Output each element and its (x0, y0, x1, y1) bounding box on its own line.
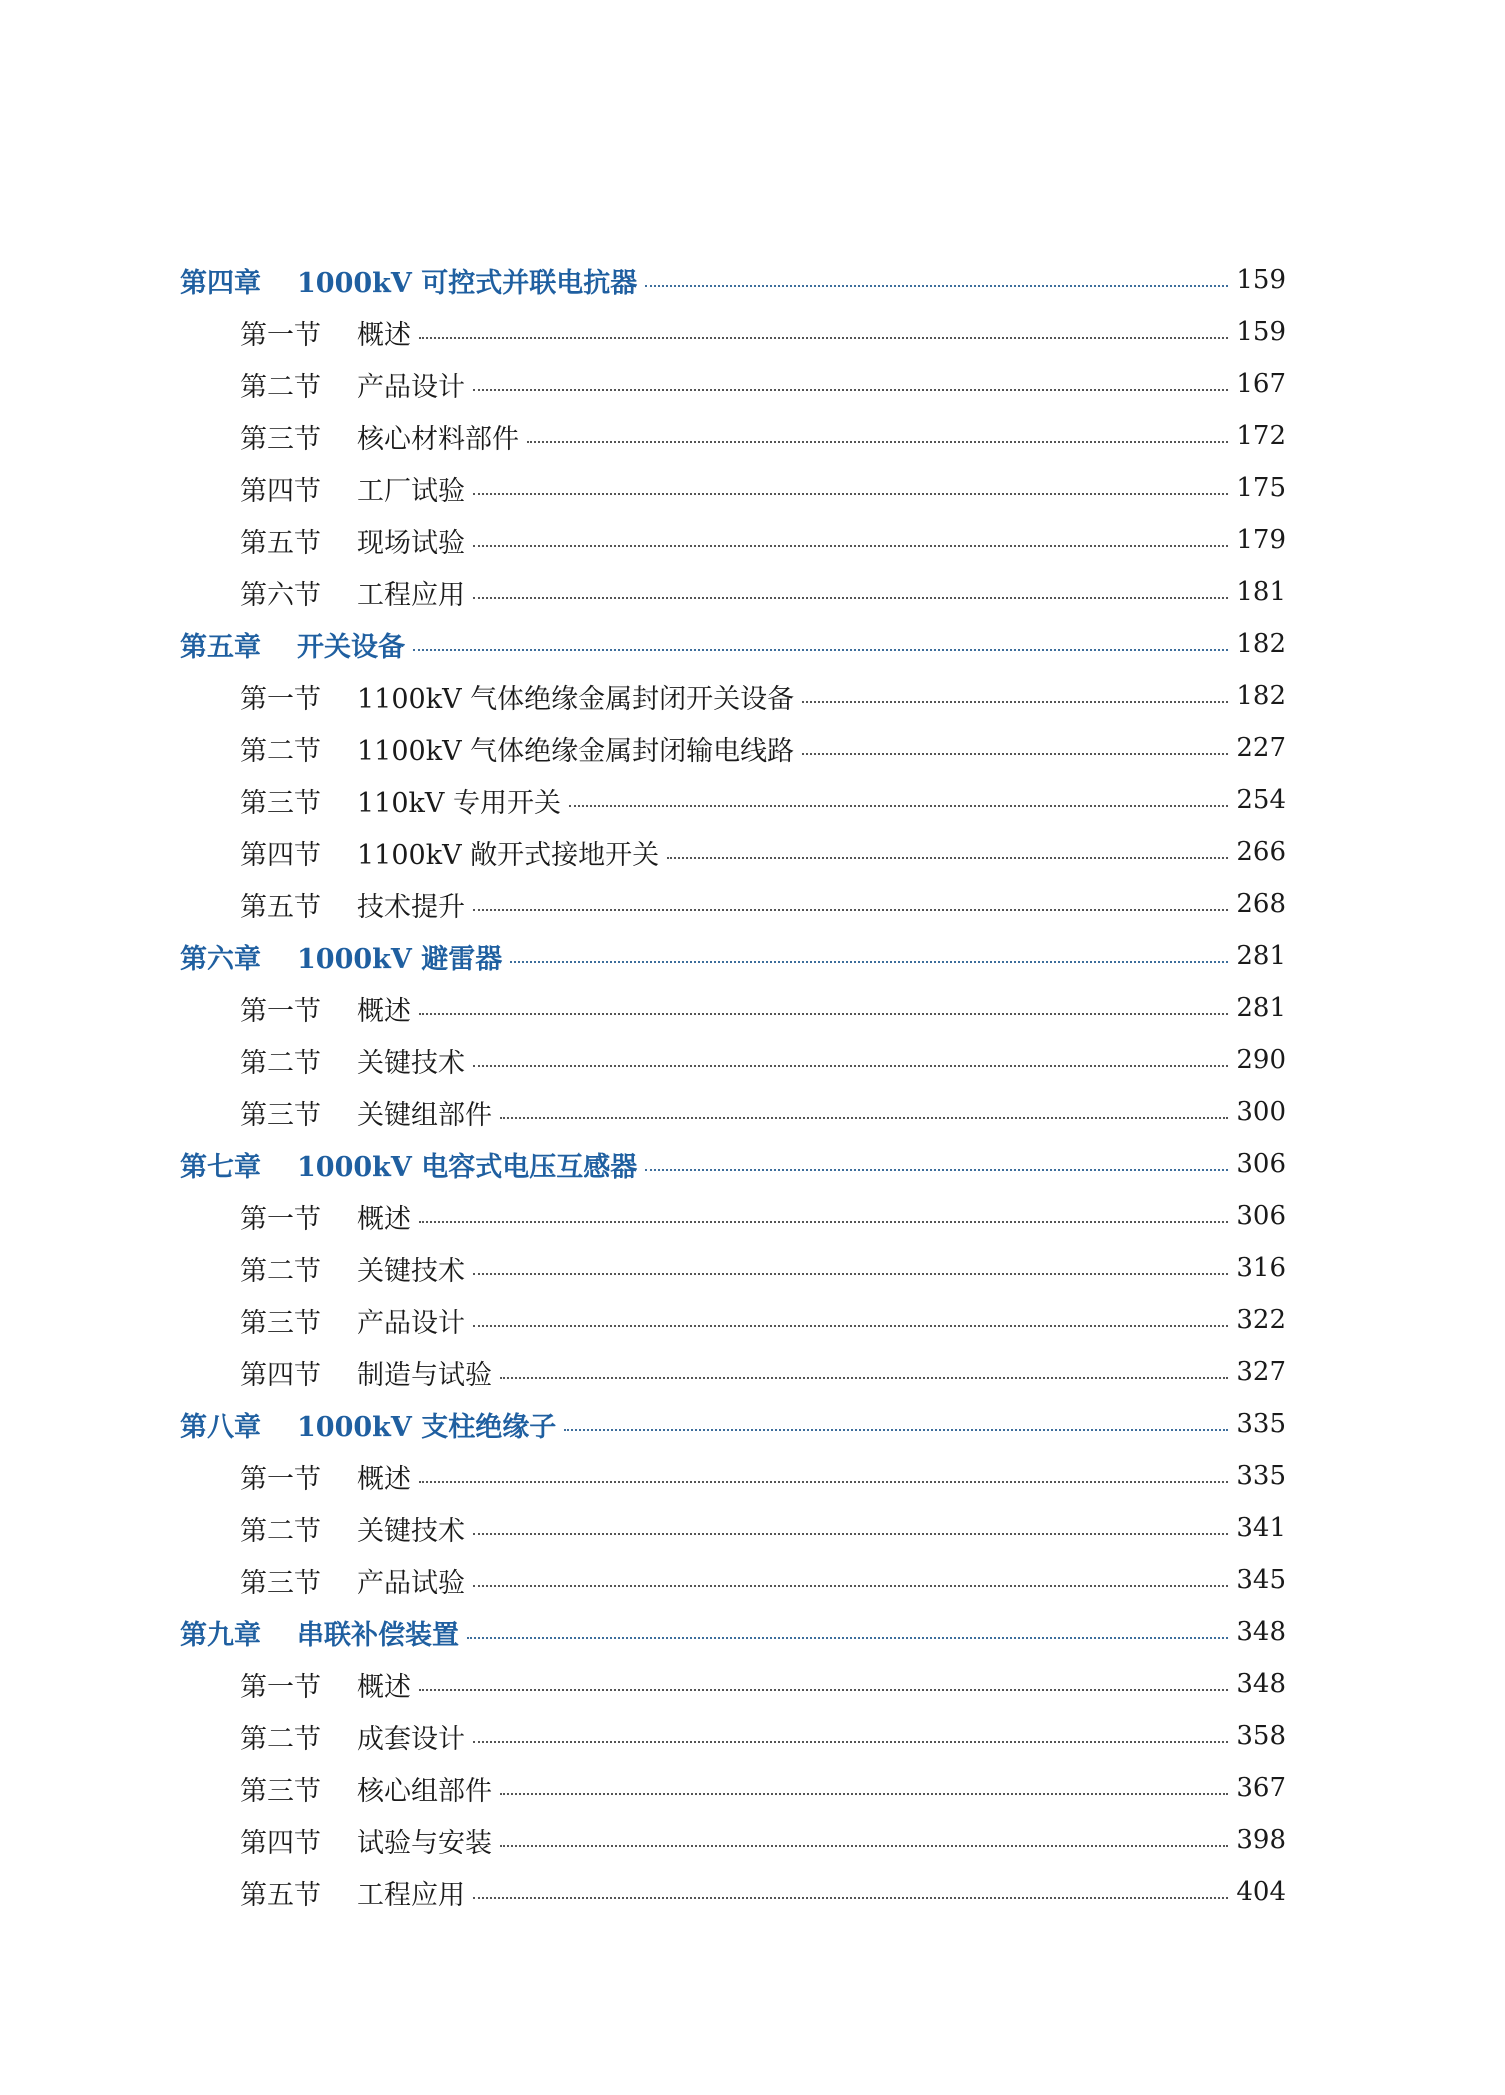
section-title: 核心组部件 (357, 1775, 492, 1807)
page-number: 322 (1236, 1305, 1286, 1335)
section-title: 1100kV 气体绝缘金属封闭输电线路 (357, 735, 795, 767)
section-title: 成套设计 (357, 1723, 465, 1755)
page-number: 159 (1236, 265, 1286, 295)
section-number: 第三节 (240, 787, 321, 819)
section-title: 工厂试验 (357, 475, 465, 507)
dot-leader (419, 1201, 1228, 1223)
dot-leader (473, 1877, 1228, 1899)
section-title: 产品设计 (357, 1307, 465, 1339)
section-number: 第五节 (240, 891, 321, 923)
dot-leader (500, 1097, 1228, 1119)
page-number: 300 (1236, 1097, 1286, 1127)
page-number: 367 (1236, 1773, 1286, 1803)
section-number: 第四节 (240, 475, 321, 507)
toc-section-entry[interactable] (180, 1814, 1286, 1866)
section-number: 第二节 (240, 371, 321, 403)
section-title: 关键技术 (357, 1515, 465, 1547)
toc-section-entry[interactable] (180, 358, 1286, 410)
section-title: 关键组部件 (357, 1099, 492, 1131)
section-title: 1100kV 气体绝缘金属封闭开关设备 (357, 683, 795, 715)
toc-section-entry[interactable] (180, 1502, 1286, 1554)
toc-section-entry[interactable] (180, 722, 1286, 774)
section-title: 产品设计 (357, 371, 465, 403)
page-number: 348 (1236, 1669, 1286, 1699)
dot-leader (802, 733, 1228, 755)
section-title: 概述 (357, 1671, 411, 1703)
section-number: 第三节 (240, 1567, 321, 1599)
toc-section-entry[interactable] (180, 566, 1286, 618)
toc-section-entry[interactable] (180, 1762, 1286, 1814)
section-number: 第二节 (240, 1723, 321, 1755)
page-number: 341 (1236, 1513, 1286, 1543)
toc-chapter-entry[interactable] (180, 1138, 1286, 1190)
page-number: 254 (1236, 785, 1286, 815)
dot-leader (500, 1357, 1228, 1379)
section-number: 第一节 (240, 1463, 321, 1495)
section-number: 第一节 (240, 683, 321, 715)
page-number: 175 (1236, 473, 1286, 503)
chapter-number: 第七章 (180, 1151, 261, 1183)
section-title: 概述 (357, 1463, 411, 1495)
toc-section-entry[interactable] (180, 1242, 1286, 1294)
section-title: 制造与试验 (357, 1359, 492, 1391)
section-title: 现场试验 (357, 527, 465, 559)
section-number: 第五节 (240, 527, 321, 559)
page-number: 227 (1236, 733, 1286, 763)
toc-section-entry[interactable] (180, 774, 1286, 826)
toc-section-entry[interactable] (180, 1450, 1286, 1502)
section-number: 第二节 (240, 735, 321, 767)
dot-leader (527, 421, 1228, 443)
dot-leader (473, 525, 1228, 547)
toc-chapter-entry[interactable] (180, 1398, 1286, 1450)
dot-leader (473, 1513, 1228, 1535)
section-number: 第一节 (240, 995, 321, 1027)
chapter-title: 1000kV 避雷器 (297, 943, 503, 975)
page-number: 358 (1236, 1721, 1286, 1751)
toc-section-entry[interactable] (180, 462, 1286, 514)
dot-leader (645, 265, 1228, 287)
page-number: 266 (1236, 837, 1286, 867)
dot-leader (419, 993, 1228, 1015)
page-number: 281 (1236, 993, 1286, 1023)
table-of-contents (180, 254, 1286, 1918)
page-number: 398 (1236, 1825, 1286, 1855)
page-number: 316 (1236, 1253, 1286, 1283)
section-number: 第六节 (240, 579, 321, 611)
dot-leader (413, 629, 1228, 651)
dot-leader (569, 785, 1228, 807)
page-number: 290 (1236, 1045, 1286, 1075)
toc-chapter-entry[interactable] (180, 254, 1286, 306)
chapter-number: 第四章 (180, 267, 261, 299)
dot-leader (473, 473, 1228, 495)
dot-leader (419, 1669, 1228, 1691)
section-title: 工程应用 (357, 579, 465, 611)
page-number: 306 (1236, 1201, 1286, 1231)
dot-leader (473, 1565, 1228, 1587)
page-number: 335 (1236, 1409, 1286, 1439)
dot-leader (645, 1149, 1228, 1171)
dot-leader (500, 1773, 1228, 1795)
toc-section-entry[interactable] (180, 1658, 1286, 1710)
chapter-number: 第五章 (180, 631, 261, 663)
toc-chapter-entry[interactable] (180, 618, 1286, 670)
page-number: 335 (1236, 1461, 1286, 1491)
toc-section-entry[interactable] (180, 514, 1286, 566)
page-number: 182 (1236, 681, 1286, 711)
page-number: 159 (1236, 317, 1286, 347)
toc-section-entry[interactable] (180, 1294, 1286, 1346)
toc-section-entry[interactable] (180, 826, 1286, 878)
toc-section-entry[interactable] (180, 982, 1286, 1034)
page-number: 268 (1236, 889, 1286, 919)
chapter-title: 开关设备 (297, 631, 405, 663)
section-title: 关键技术 (357, 1047, 465, 1079)
section-title: 110kV 专用开关 (357, 787, 561, 819)
page-number: 281 (1236, 941, 1286, 971)
toc-section-entry[interactable] (180, 1710, 1286, 1762)
page-number: 172 (1236, 421, 1286, 451)
dot-leader (419, 1461, 1228, 1483)
section-title: 产品试验 (357, 1567, 465, 1599)
toc-section-entry[interactable] (180, 1346, 1286, 1398)
section-number: 第二节 (240, 1047, 321, 1079)
toc-section-entry[interactable] (180, 878, 1286, 930)
section-title: 概述 (357, 319, 411, 351)
section-title: 关键技术 (357, 1255, 465, 1287)
page-number: 179 (1236, 525, 1286, 555)
section-title: 概述 (357, 1203, 411, 1235)
dot-leader (510, 941, 1228, 963)
dot-leader (473, 1721, 1228, 1743)
section-title: 技术提升 (357, 891, 465, 923)
section-number: 第三节 (240, 1307, 321, 1339)
dot-leader (473, 1253, 1228, 1275)
page-number: 167 (1236, 369, 1286, 399)
toc-section-entry[interactable] (180, 1554, 1286, 1606)
toc-section-entry[interactable] (180, 1034, 1286, 1086)
dot-leader (467, 1617, 1228, 1639)
toc-chapter-entry[interactable] (180, 1606, 1286, 1658)
section-number: 第二节 (240, 1255, 321, 1287)
section-number: 第四节 (240, 1359, 321, 1391)
toc-section-entry[interactable] (180, 1190, 1286, 1242)
chapter-title: 1000kV 可控式并联电抗器 (297, 267, 638, 299)
chapter-title: 串联补偿装置 (297, 1619, 459, 1651)
section-number: 第五节 (240, 1879, 321, 1911)
toc-section-entry[interactable] (180, 1866, 1286, 1918)
chapter-number: 第六章 (180, 943, 261, 975)
section-number: 第一节 (240, 1203, 321, 1235)
section-title: 1100kV 敞开式接地开关 (357, 839, 660, 871)
section-number: 第三节 (240, 423, 321, 455)
section-title: 概述 (357, 995, 411, 1027)
toc-section-entry[interactable] (180, 1086, 1286, 1138)
page-number: 306 (1236, 1149, 1286, 1179)
dot-leader (473, 889, 1228, 911)
toc-chapter-entry[interactable] (180, 930, 1286, 982)
section-title: 试验与安装 (357, 1827, 492, 1859)
section-number: 第四节 (240, 839, 321, 871)
page-number: 182 (1236, 629, 1286, 659)
dot-leader (473, 369, 1228, 391)
chapter-number: 第九章 (180, 1619, 261, 1651)
section-number: 第一节 (240, 319, 321, 351)
dot-leader (564, 1409, 1228, 1431)
page-number: 404 (1236, 1877, 1286, 1907)
chapter-number: 第八章 (180, 1411, 261, 1443)
section-title: 工程应用 (357, 1879, 465, 1911)
dot-leader (500, 1825, 1228, 1847)
dot-leader (667, 837, 1228, 859)
section-number: 第四节 (240, 1827, 321, 1859)
dot-leader (473, 1305, 1228, 1327)
section-title: 核心材料部件 (357, 423, 519, 455)
chapter-title: 1000kV 支柱绝缘子 (297, 1411, 557, 1443)
page-number: 327 (1236, 1357, 1286, 1387)
section-number: 第二节 (240, 1515, 321, 1547)
section-number: 第一节 (240, 1671, 321, 1703)
dot-leader (419, 317, 1228, 339)
toc-section-entry[interactable] (180, 670, 1286, 722)
toc-section-entry[interactable] (180, 410, 1286, 462)
dot-leader (473, 1045, 1228, 1067)
page-number: 348 (1236, 1617, 1286, 1647)
dot-leader (473, 577, 1228, 599)
chapter-title: 1000kV 电容式电压互感器 (297, 1151, 638, 1183)
section-number: 第三节 (240, 1099, 321, 1131)
section-number: 第三节 (240, 1775, 321, 1807)
page-number: 181 (1236, 577, 1286, 607)
dot-leader (802, 681, 1228, 703)
page-number: 345 (1236, 1565, 1286, 1595)
toc-section-entry[interactable] (180, 306, 1286, 358)
